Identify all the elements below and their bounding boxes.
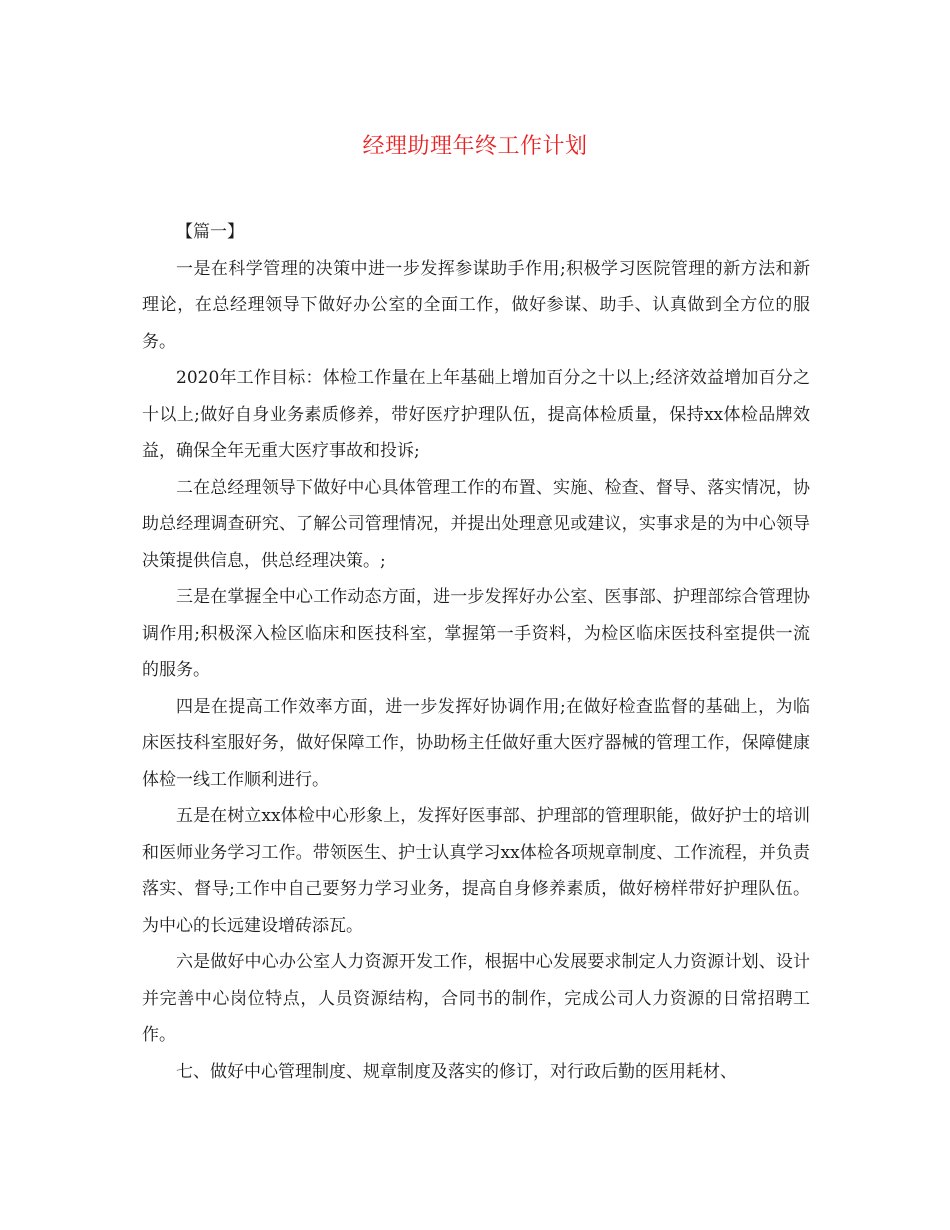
paragraph: 三是在掌握全中心工作动态方面，进一步发挥好办公室、医事部、护理部综合管理协调作用;积极深入检区临床和医技科室，掌握第一手资料，为检区临床医技科室提供一流的服务。 <box>142 587 810 680</box>
document-body <box>142 214 810 1090</box>
document-title: 经理助理年终工作计划 <box>362 134 588 159</box>
paragraph: 二在总经理领导下做好中心具体管理工作的布置、实施、检查、督导、落实情况，协助总经理调查研究、了解公司管理情况，并提出处理意见或建议，实事求是的为中心领导决策提供信息，供总经理决策。; <box>142 477 810 571</box>
section-heading: 【篇一】 <box>176 222 244 242</box>
paragraph: 一是在科学管理的决策中进一步发挥参谋助手作用;积极学习医院管理的新方法和新理论，在总经理领导下做好办公室的全面工作，做好参谋、助手、认真做到全方位的服务。 <box>142 258 810 352</box>
paragraph: 七、做好中心管理制度、规章制度及落实的修订，对行政后勤的医用耗材、 <box>176 1061 737 1082</box>
paragraph: 六是做好中心办公室人力资源开发工作，根据中心发展要求制定人力资源计划、设计并完善中心岗位特点，人员资源结构，合同书的制作，完成公司人力资源的日常招聘工作。 <box>142 952 810 1045</box>
paragraph: 五是在树立xx体检中心形象上，发挥好医事部、护理部的管理职能，做好护士的培训和医师业务学习工作。带领医生、护士认真学习xx体检各项规章制度、工作流程，并负责落实、督导;工作中自己要努力学习业务，提高自身修养素质，做好榜样带好护理队伍。为中心的长远建设增砖添瓦。 <box>142 806 810 936</box>
paragraph: 四是在提高工作效率方面，进一步发挥好协调作用;在做好检查监督的基础上，为临床医技科室服好务，做好保障工作，协助杨主任做好重大医疗器械的管理工作，保障健康体检一线工作顺利进行。 <box>142 696 810 790</box>
paragraph: 2020年工作目标：体检工作量在上年基础上增加百分之十以上;经济效益增加百分之十以上;做好自身业务素质修养，带好医疗护理队伍，提高体检质量，保持xx体检品牌效益，确保全年无重大医疗事故和投诉; <box>142 368 810 461</box>
